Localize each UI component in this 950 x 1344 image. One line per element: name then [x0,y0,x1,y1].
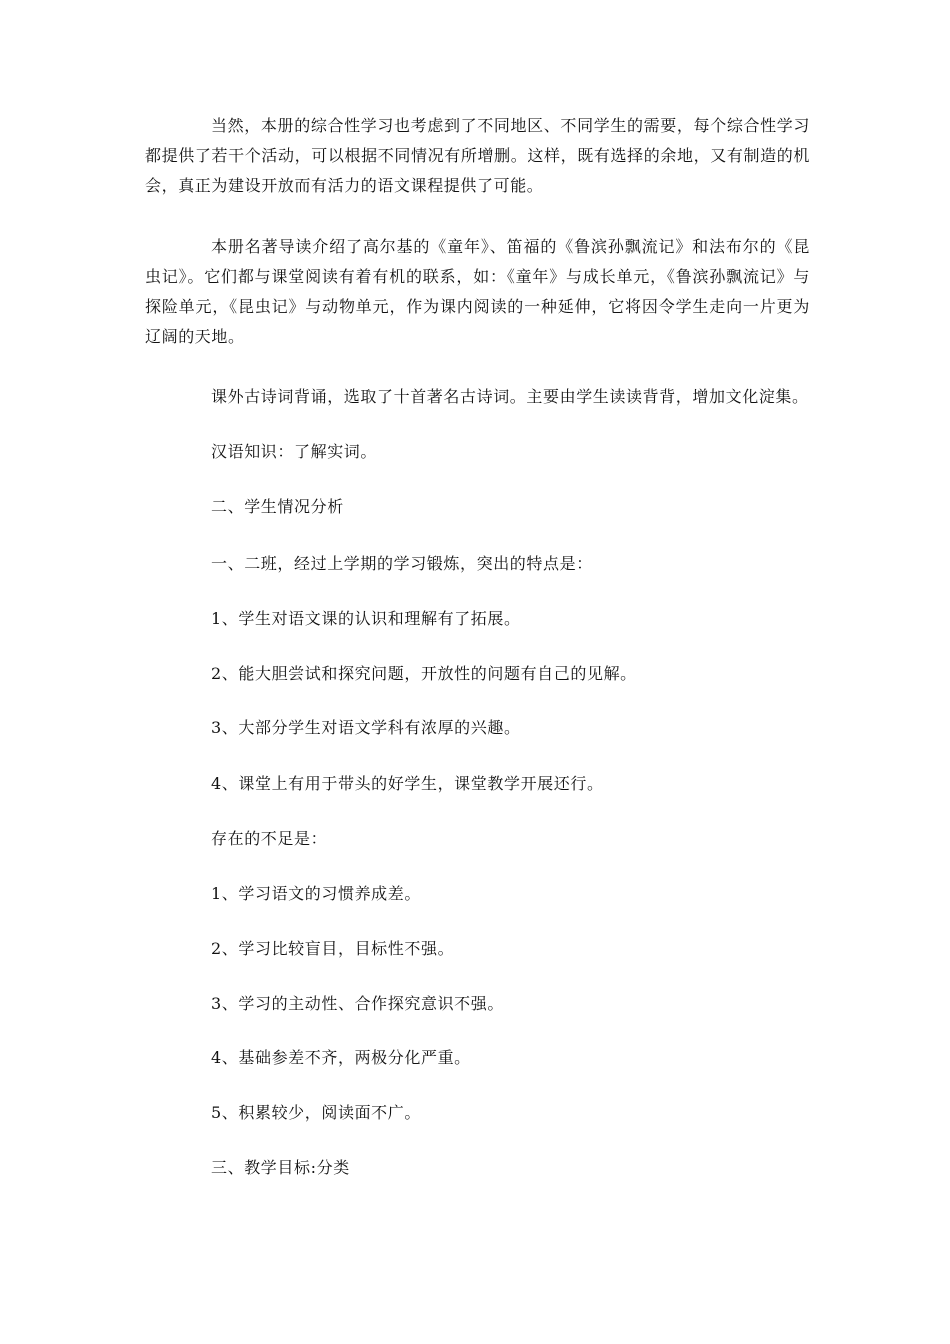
paragraph-poetry-recitation: 课外古诗词背诵，选取了十首著名古诗词。主要由学生读读背背，增加文化淀集。 [211,387,809,406]
section-heading-student-analysis: 二、学生情况分析 [211,497,344,516]
list-item-strength-4: 4、课堂上有用于带头的好学生，课堂教学开展还行。 [211,774,604,793]
list-item-strength-2: 2、能大胆尝试和探究问题，开放性的问题有自己的见解。 [211,664,637,683]
list-item-strength-3: 3、大部分学生对语文学科有浓厚的兴趣。 [211,718,521,737]
paragraph-comprehensive-learning: 当然，本册的综合性学习也考虑到了不同地区、不同学生的需要，每个综合性学习都提供了若干个活动，可以根据不同情况有所增删。这样，既有选择的余地，又有制造的机会，真正为建设开放而有活力的语文课程提供了可能。 [145,116,810,195]
list-item-weakness-1: 1、学习语文的习惯养成差。 [211,884,421,903]
list-item-weakness-4: 4、基础参差不齐，两极分化严重。 [211,1048,471,1067]
list-item-weakness-5: 5、积累较少，阅读面不广。 [211,1103,421,1122]
list-item-weakness-2: 2、学习比较盲目，目标性不强。 [211,939,455,958]
paragraph-chinese-knowledge: 汉语知识：了解实词。 [211,442,378,461]
paragraph-classic-reading: 本册名著导读介绍了高尔基的《童年》、笛福的《鲁滨孙飘流记》和法布尔的《昆虫记》。它们都与课堂阅读有着有机的联系，如：《童年》与成长单元，《鲁滨孙飘流记》与探险单元，《昆虫记》与动物单元，作为课内阅读的一种延伸，它将因令学生走向一片更为辽阔的天地。 [145,237,810,346]
paragraph-weaknesses-intro: 存在的不足是： [211,829,328,848]
section-heading-teaching-goals: 三、教学目标:分类 [211,1158,350,1177]
list-item-strength-1: 1、学生对语文课的认识和理解有了拓展。 [211,609,521,628]
list-item-weakness-3: 3、学习的主动性、合作探究意识不强。 [211,994,504,1013]
paragraph-class-features-intro: 一、二班，经过上学期的学习锻炼，突出的特点是： [211,554,593,573]
